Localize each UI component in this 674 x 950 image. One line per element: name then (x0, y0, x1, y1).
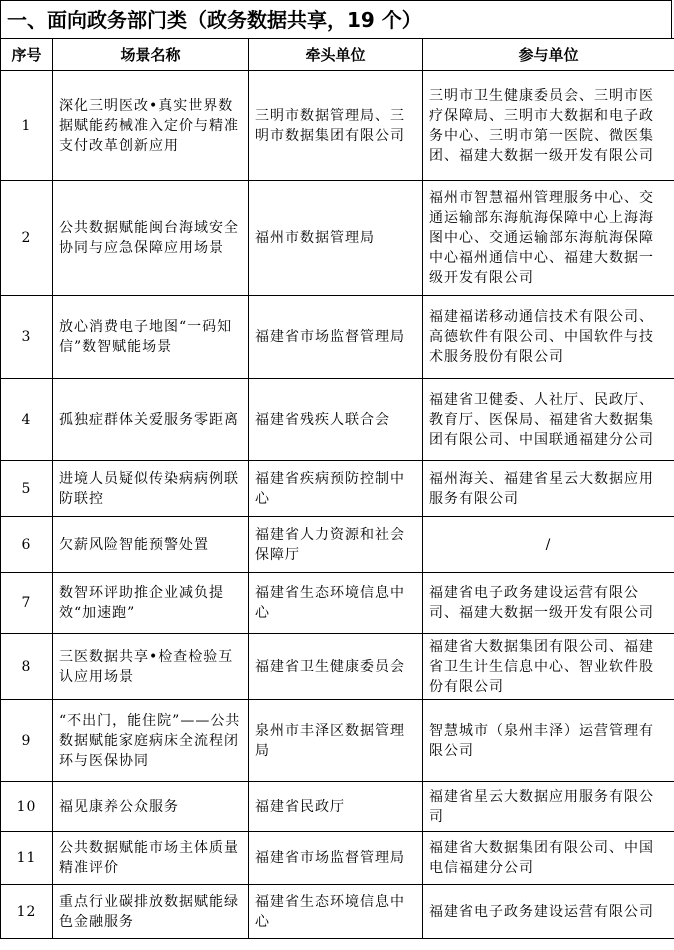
table-row (1, 573, 674, 634)
participant-units: 福建省大数据集团有限公司、中国电信福建分公司 (423, 832, 674, 885)
participant-units: 福建省电子政务建设运营有限公司、福建大数据一级开发有限公司 (423, 573, 674, 634)
section-heading: 一、面向政务部门类（政务数据共享，19 个） (0, 0, 672, 38)
scene-name: 三医数据共享•检查检验互认应用场景 (53, 634, 249, 700)
row-number: 8 (1, 634, 53, 700)
table-row (1, 71, 674, 181)
table-row (1, 379, 674, 461)
scenario-table (0, 38, 674, 939)
scene-name: 重点行业碳排放数据赋能绿色金融服务 (53, 885, 249, 939)
lead-unit: 福建省市场监督管理局 (249, 832, 423, 885)
table-header-row (1, 39, 674, 71)
scene-name: 公共数据赋能市场主体质量精准评价 (53, 832, 249, 885)
table-row (1, 461, 674, 517)
participant-units: 福建福诺移动通信技术有限公司、高德软件有限公司、中国软件与技术服务股份有限公司 (423, 296, 674, 379)
lead-unit: 泉州市丰泽区数据管理局 (249, 700, 423, 782)
lead-unit: 三明市数据管理局、三明市数据集团有限公司 (249, 71, 423, 181)
column-header-scene: 场景名称 (53, 39, 249, 71)
participant-units: 智慧城市（泉州丰泽）运营管理有限公司 (423, 700, 674, 782)
participant-units: 三明市卫生健康委员会、三明市医疗保障局、三明市大数据和电子政务中心、三明市第一医院、微医集团、福建大数据一级开发有限公司 (423, 71, 674, 181)
row-number: 9 (1, 700, 53, 782)
lead-unit: 福建省残疾人联合会 (249, 379, 423, 461)
column-header-no: 序号 (1, 39, 53, 71)
participant-units: 福建省星云大数据应用服务有限公司 (423, 782, 674, 832)
participant-units: 福州市智慧福州管理服务中心、交通运输部东海航海保障中心上海海图中心、交通运输部东海航海保障中心福州通信中心、福建大数据一级开发有限公司 (423, 181, 674, 296)
table-row (1, 832, 674, 885)
scene-name: “不出门，能住院”——公共数据赋能家庭病床全流程闭环与医保协同 (53, 700, 249, 782)
lead-unit: 福建省疾病预防控制中心 (249, 461, 423, 517)
scene-name: 放心消费电子地图“一码知信”数智赋能场景 (53, 296, 249, 379)
row-number: 2 (1, 181, 53, 296)
table-row (1, 634, 674, 700)
table-row (1, 885, 674, 939)
scene-name: 进境人员疑似传染病病例联防联控 (53, 461, 249, 517)
table-row (1, 296, 674, 379)
lead-unit: 福建省生态环境信息中心 (249, 573, 423, 634)
table-row (1, 782, 674, 832)
participant-units: / (423, 517, 674, 573)
row-number: 12 (1, 885, 53, 939)
row-number: 7 (1, 573, 53, 634)
scene-name: 深化三明医改•真实世界数据赋能药械准入定价与精准支付改革创新应用 (53, 71, 249, 181)
scene-name: 欠薪风险智能预警处置 (53, 517, 249, 573)
scene-name: 公共数据赋能闽台海域安全协同与应急保障应用场景 (53, 181, 249, 296)
table-row (1, 517, 674, 573)
row-number: 1 (1, 71, 53, 181)
scene-name: 福见康养公众服务 (53, 782, 249, 832)
row-number: 3 (1, 296, 53, 379)
row-number: 5 (1, 461, 53, 517)
scene-name: 数智环评助推企业减负提效“加速跑” (53, 573, 249, 634)
table-row (1, 700, 674, 782)
participant-units: 福州海关、福建省星云大数据应用服务有限公司 (423, 461, 674, 517)
lead-unit: 福建省民政厅 (249, 782, 423, 832)
lead-unit: 福建省生态环境信息中心 (249, 885, 423, 939)
row-number: 6 (1, 517, 53, 573)
table-row (1, 181, 674, 296)
column-header-participants: 参与单位 (423, 39, 674, 71)
lead-unit: 福建省卫生健康委员会 (249, 634, 423, 700)
scene-name: 孤独症群体关爱服务零距离 (53, 379, 249, 461)
lead-unit: 福建省市场监督管理局 (249, 296, 423, 379)
row-number: 4 (1, 379, 53, 461)
column-header-lead: 牵头单位 (249, 39, 423, 71)
row-number: 11 (1, 832, 53, 885)
lead-unit: 福州市数据管理局 (249, 181, 423, 296)
participant-units: 福建省电子政务建设运营有限公司 (423, 885, 674, 939)
participant-units: 福建省大数据集团有限公司、福建省卫生计生信息中心、智业软件股份有限公司 (423, 634, 674, 700)
participant-units: 福建省卫健委、人社厅、民政厅、教育厅、医保局、福建省大数据集团有限公司、中国联通福建分公司 (423, 379, 674, 461)
row-number: 10 (1, 782, 53, 832)
lead-unit: 福建省人力资源和社会保障厅 (249, 517, 423, 573)
